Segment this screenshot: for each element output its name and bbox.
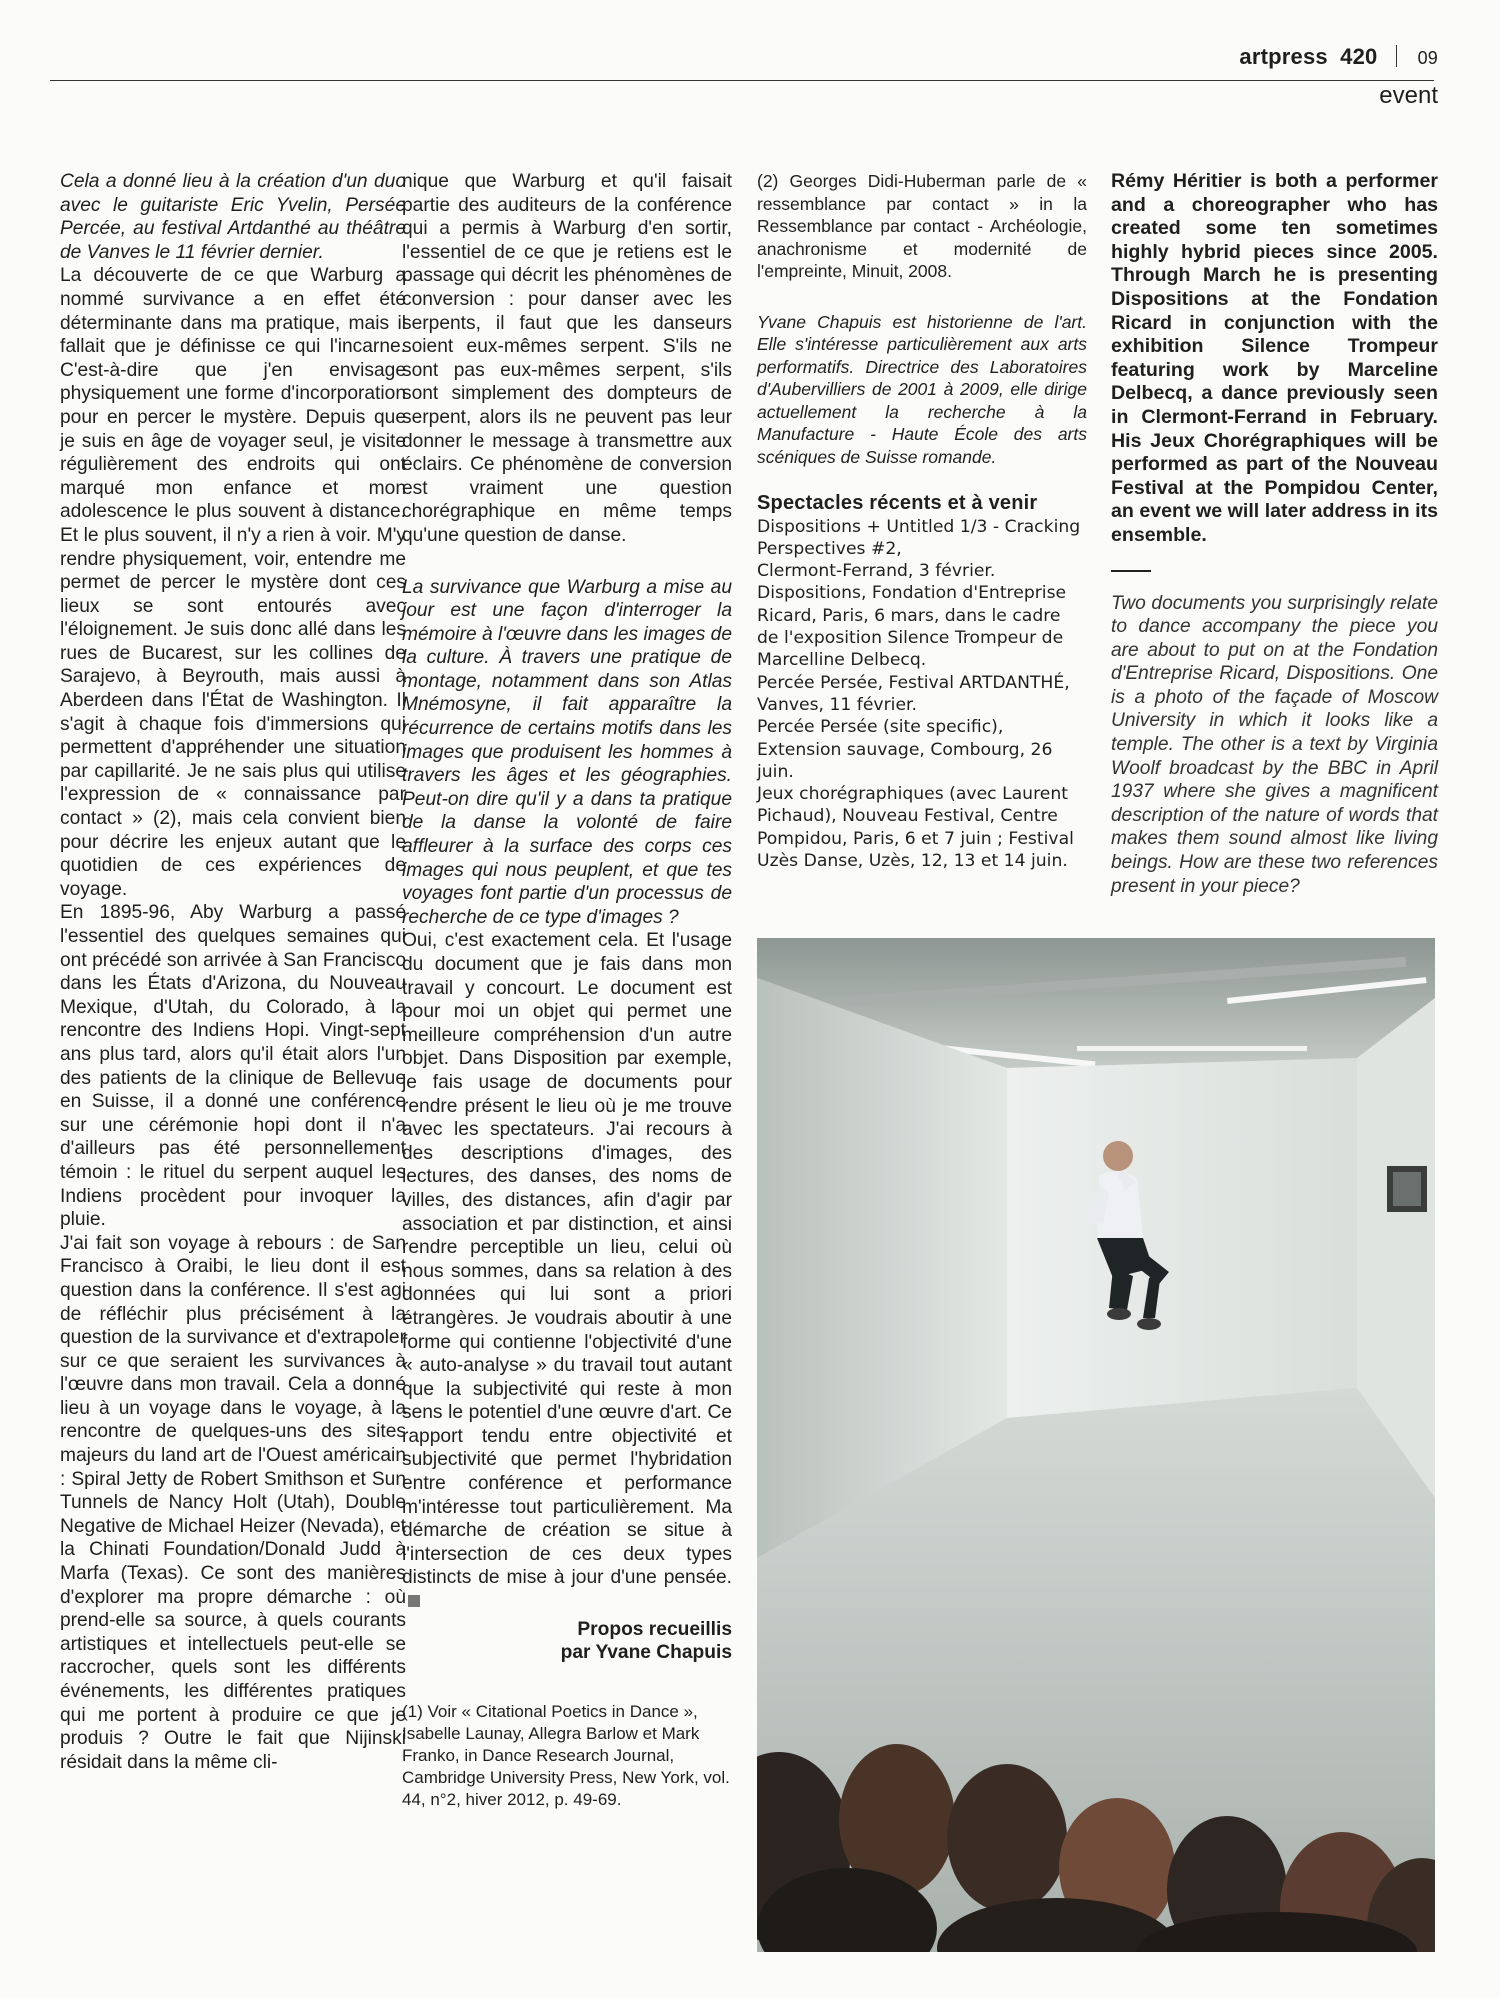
- credit-line: Propos recueillis: [577, 1618, 732, 1640]
- header-rule: [50, 80, 1434, 81]
- english-question: Two documents you surprisingly relate to dance accompany the piece you are about to put on at the Fondation d'Entreprise Ricard, Dispositions. One is a photo of the façade of Moscow University in which it looks like a temple. The other is a text by Virginia Woolf broadcast by the BBC in April 1937 where she gives a magnificent description of the nature of words that makes them sound almost like living beings. How are these two references present in your piece?: [1111, 592, 1438, 897]
- show-item: Percée Persée (site specific), Extension sauvage, Combourg, 26 juin.: [757, 717, 1053, 782]
- shows-heading: Spectacles récents et à venir: [757, 492, 1038, 514]
- footnote-2: (2) Georges Didi-Huberman parle de « ressemblance par contact » in la Ressemblance par contact - Archéologie, anachronisme et modernité de l'empreinte, Minuit, 2008.: [757, 171, 1087, 281]
- magazine-name: artpress: [1239, 44, 1328, 69]
- column-1: [60, 170, 406, 1774]
- interview-credit: [402, 1618, 732, 1665]
- show-item: Clermont-Ferrand, 3 février.: [757, 561, 996, 582]
- page-number: 09: [1417, 48, 1438, 68]
- photo-illustration: [757, 938, 1435, 1952]
- english-intro: Rémy Héritier is both a performer and a choreographer who has created some ten sometimes highly hybrid pieces since 2005. Through March he is presenting Dispositions at the Fondation Ricard in conjunction with the exhibition Silence Trompeur featuring work by Marceline Delbecq, a dance previously seen in Clermont-Ferrand in February. His Jeux Chorégraphiques will be performed as part of the Nouveau Festival at the Pompidou Center, an event we will later address in its ensemble.: [1111, 170, 1438, 546]
- body-paragraph: nique que Warburg et qu'il faisait partie des auditeurs de la conférence qui a permis à Warburg d'en sortir, l'essentiel de ce que je retiens est le passage qui décrit les phénomènes de conversion : pour danser avec les serpents, il faut que les danseurs soient eux-mêmes serpent. S'ils ne sont pas eux-mêmes serpent, s'ils sont simplement des dompteurs de serpent, alors ils ne peuvent pas leur donner le message à transmettre aux éclairs. Ce phénomène de conversion est vraiment une question chorégraphique en même temps qu'une question de danse.: [402, 171, 732, 546]
- masthead: [1239, 44, 1438, 110]
- show-item: Jeux chorégraphiques (avec Laurent Pichaud), Nouveau Festival, Centre Pompidou, Paris, 6 et 7 juin ; Festival Uzès Danse, Uzès, 12, 13 et 14 juin.: [757, 784, 1074, 872]
- show-item: Percée Persée, Festival ARTDANTHÉ, Vanves, 11 février.: [757, 672, 1070, 715]
- header-separator: [1396, 45, 1398, 67]
- show-item: Dispositions + Untitled 1/3 - Cracking Perspectives #2,: [757, 516, 1081, 559]
- end-mark-icon: [408, 1595, 420, 1607]
- body-paragraph: J'ai fait son voyage à rebours : de San Francisco à Oraibi, le lieu dont il est question dans la conférence. Il s'est agi de réfléchir plus précisément à la question de la survivance et d'extrapoler sur ce que seraient les survivances à l'œuvre dans mon travail. Cela a donné lieu à un voyage dans le voyage, à la rencontre de quelques-uns des sites majeurs du land art de l'Ouest américain : Spiral Jetty de Robert Smithson et Sun Tunnels de Nancy Holt (Utah), Double Negative de Michael Heizer (Nevada), et la Chinati Foundation/Donald Judd à Marfa (Texas). Ce sont des manières d'explorer ma propre démarche : où prend-elle sa source, à quels courants artistiques et intellectuels peut-elle se raccrocher, quels sont les différents événements, les différentes pratiques qui me portent à produire ce que je produis ? Outre le fait que Nijinski résidait dans la même cli-: [60, 1232, 406, 1773]
- interview-question: Cela a donné lieu à la création d'un duo avec le guitariste Eric Yvelin, Persée Percée, au festival Artdanthé au théâtre de Vanves le 11 février dernier.: [60, 171, 406, 263]
- section-label: event: [1379, 82, 1438, 109]
- column-4: [1111, 170, 1438, 898]
- answer-text: Oui, c'est exactement cela. Et l'usage du document que je fais dans mon travail y concourt. Le document est pour moi un objet qui permet une meilleure compréhension d'un autre objet. Dans Disposition par exemple, je fais usage de documents pour rendre présent le lieu où je me trouve avec les spectateurs. J'ai recours à des descriptions d'images, des lectures, des danses, des noms de villes, des distances, afin d'agir par association et par distinction, et ainsi rendre perceptible un lieu, celui où nous sommes, dans sa relation à des données qui lui sont a priori étrangères. Je voudrais aboutir à une forme qui contienne l'objectivité d'une « auto-analyse » du travail tout autant que la subjectivité qui reste à mon sens le potentiel d'une œuvre d'art. Ce rapport tendu entre objectivité et subjectivité que permet l'hybridation entre conférence et performance m'intéresse tout particulièrement. Ma démarche de création se situe à l'intersection de ces deux types distincts de mise à jour d'une pensée.: [402, 930, 732, 1589]
- footnote-1: (1) Voir « Citational Poetics in Dance », Isabelle Launay, Allegra Barlow et Mark Franko, in Dance Research Journal, Cambridge University Press, New York, vol. 44, n°2, hiver 2012, p. 49-69.: [402, 1701, 730, 1809]
- credit-line: par Yvane Chapuis: [560, 1642, 732, 1664]
- column-3: [757, 170, 1087, 872]
- section-dash: [1111, 570, 1151, 572]
- answer-paragraph: [402, 929, 732, 1613]
- issue-number: 420: [1340, 44, 1378, 69]
- body-paragraph: La découverte de ce que Warburg a nommé survivance a en effet été déterminante dans ma pratique, mais il fallait que je définisse ce qui l'incarne. C'est-à-dire que j'en envisage physiquement une forme d'incorporation pour en percer le mystère. Depuis que je suis en âge de voyager seul, je visite régulièrement des endroits qui ont marqué mon enfance et mon adolescence le plus souvent à distance. Et le plus souvent, il n'y a rien à voir. M'y rendre physiquement, voir, entendre me permet de percer le mystère dont ces lieux se sont entourés avec l'éloignement. Je suis donc allé dans les rues de Bucarest, sur les collines de Sarajevo, à Beyrouth, mais aussi à Aberdeen dans l'État de Washington. Il s'agit à chaque fois d'immersions qui permettent d'appréhender une situation par capillarité. Je ne sais plus qui utilise l'expression de « connaissance par contact » (2), mais cela convient bien pour décrire les enjeux autant que le quotidien de ces expériences de voyage.: [60, 265, 406, 900]
- performance-photo: [757, 938, 1435, 1952]
- author-bio: Yvane Chapuis est historienne de l'art. Elle s'intéresse particulièrement aux arts performatifs. Directrice des Laboratoires d'Aubervilliers de 2001 à 2009, elle dirige actuellement la recherche à la Manufacture - Haute École des arts scéniques de Suisse romande.: [757, 311, 1087, 467]
- interview-question: La survivance que Warburg a mise au jour est une façon d'interroger la mémoire à l'œuvre dans les images de la culture. À travers une pratique de montage, notamment dans son Atlas Mnémosyne, il fait apparaître la récurrence de certains motifs dans les images que produisent les hommes à travers les âges et les géographies. Peut-on dire qu'il y a dans ta pratique de la danse la volonté de faire affleurer à la surface des corps ces images qui nous peuplent, et que tes voyages font partie d'un processus de recherche de ce type d'images ?: [402, 576, 732, 928]
- column-2: [402, 170, 732, 1811]
- shows-list: [757, 516, 1087, 873]
- body-paragraph: En 1895-96, Aby Warburg a passé l'essentiel des quelques semaines qui ont précédé son arrivée à San Francisco dans les États d'Arizona, du Nouveau Mexique, d'Utah, du Colorado, à la rencontre des Indiens Hopi. Vingt-sept ans plus tard, alors qu'il était alors l'un des patients de la clinique de Bellevue en Suisse, il a donné une conférence sur une cérémonie hopi dont il n'a d'ailleurs pas été personnellement témoin : le rituel du serpent auquel les Indiens procèdent pour invoquer la pluie.: [60, 902, 406, 1231]
- show-item: Dispositions, Fondation d'Entreprise Ricard, Paris, 6 mars, dans le cadre de l'exposition Silence Trompeur de Marcelline Delbecq.: [757, 583, 1067, 671]
